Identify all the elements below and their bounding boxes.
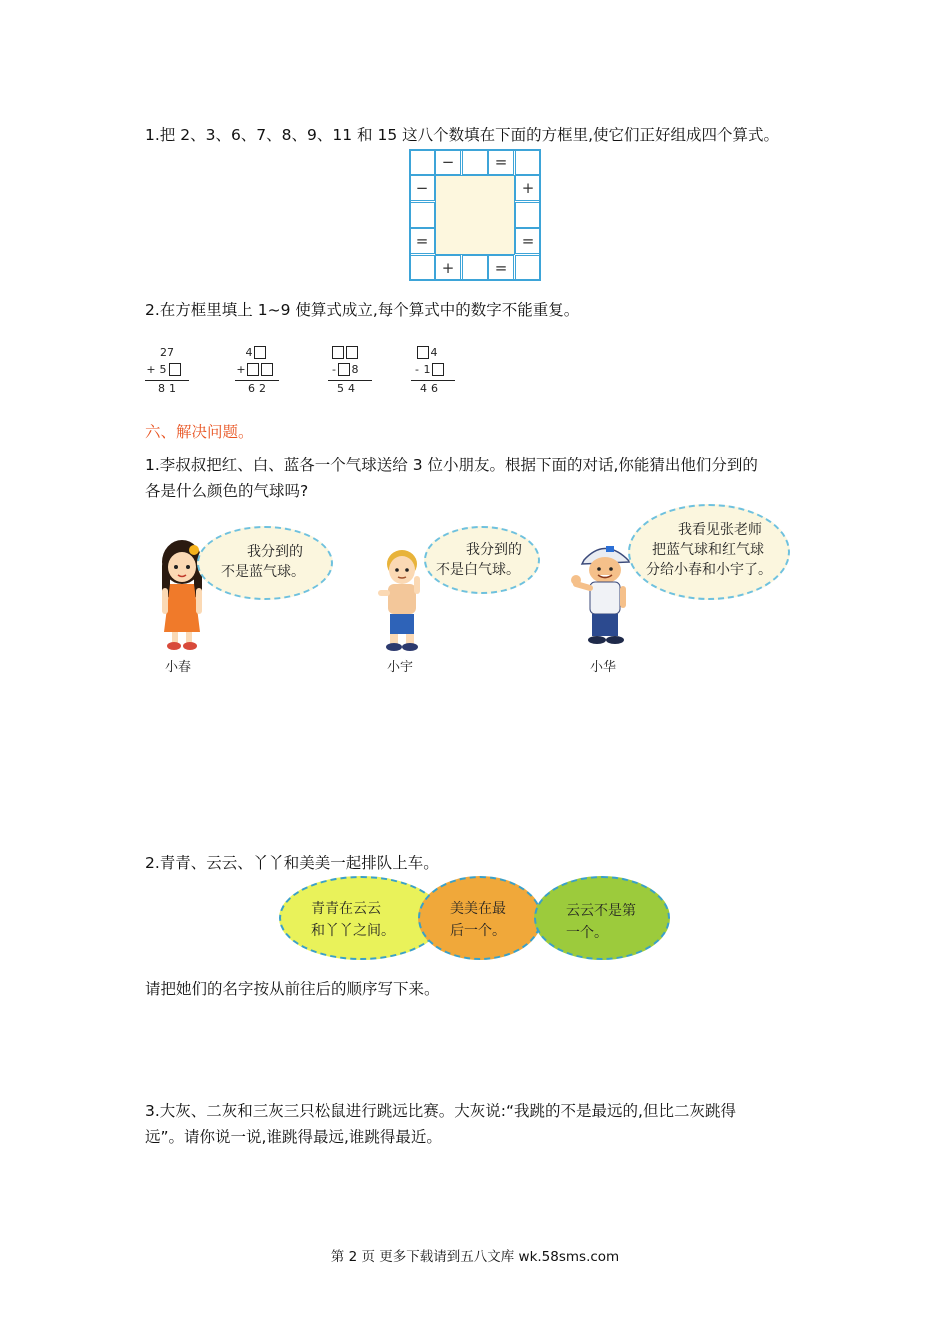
speech-bubble-xiaoyu [424,526,540,594]
result-number: 46 [420,382,442,395]
problem-1-line-1: 1.李叔叔把红、白、蓝各一个气球送给 3 位小朋友。根据下面的对话,你能猜出他们分到的 [145,456,758,474]
clue-line: 一个。 [566,925,608,941]
bubble-line: 我分到的 [247,544,303,560]
result-number: 81 [158,382,180,395]
problem-3-line-2: 远”。请你说一说,谁跳得最远,谁跳得最近。 [145,1128,442,1146]
digit: 4 [430,346,438,359]
answer-box[interactable] [346,346,358,359]
answer-box[interactable] [254,346,266,359]
answer-box[interactable] [261,363,273,376]
grid-cell[interactable] [462,255,488,281]
grid-symbol: = [515,228,541,254]
operator: + [236,363,246,376]
vertical-addition-1 [145,346,205,402]
question-1-text: 1.把 2、3、6、7、8、9、11 和 15 这八个数填在下面的方框里,使它们正好组成四个算式。 [145,126,780,144]
digit: 4 [245,346,253,359]
operator: - [415,363,419,376]
problem-1-line-2: 各是什么颜色的气球吗? [145,482,309,500]
page-footer: 第 2 页 更多下载请到五八文库 wk.58sms.com [330,1249,620,1265]
question-2-text: 2.在方框里填上 1~9 使算式成立,每个算式中的数字不能重复。 [145,301,580,319]
grid-symbol: = [488,255,514,281]
kid-name-xiaohua: 小华 [590,660,617,675]
kid-name-xiaochun: 小春 [165,660,192,675]
grid-cell[interactable] [409,255,435,281]
clue-line: 后一个。 [450,923,506,939]
vertical-subtraction-2 [411,346,471,402]
clue-line: 青青在云云 [311,901,381,917]
grid-symbol: − [409,175,435,201]
boy-xiaoyu-illustration [372,546,432,652]
clue-line: 云云不是第 [566,903,636,919]
grid-cell[interactable] [515,255,541,281]
speech-bubble-xiaochun [197,526,333,600]
digit: 1 [423,363,431,376]
vertical-addition-2 [235,346,295,402]
digit: 5 [159,363,167,376]
answer-box[interactable] [247,363,259,376]
vertical-subtraction-1 [328,346,388,402]
answer-box[interactable] [432,363,444,376]
number-grid-puzzle [409,149,541,281]
kid-name-xiaoyu: 小宇 [387,660,414,675]
difference-line [411,380,455,381]
clue-ellipse-3 [534,876,670,960]
clue-line: 和丫丫之间。 [311,923,395,939]
difference-line [328,380,372,381]
sum-line [145,380,189,381]
sum-line [235,380,279,381]
clue-line: 美美在最 [450,901,506,917]
grid-cell[interactable] [515,202,541,228]
top-number: 27 [160,346,174,359]
problem-2-text: 2.青青、云云、丫丫和美美一起排队上车。 [145,854,439,872]
result-number: 54 [337,382,359,395]
grid-symbol: + [435,255,461,281]
problem-2-instruction: 请把她们的名字按从前往后的顺序写下来。 [145,980,440,998]
bubble-line: 把蓝气球和红气球 [652,542,764,558]
digit: 8 [351,363,359,376]
grid-cell[interactable] [462,149,488,175]
grid-symbol: = [488,149,514,175]
operator: + [146,363,156,376]
grid-symbol: = [409,228,435,254]
operator: - [332,363,336,376]
result-number: 62 [248,382,270,395]
bubble-line: 不是白气球。 [436,562,520,578]
bubble-line: 分给小春和小宇了。 [646,562,772,578]
answer-box[interactable] [332,346,344,359]
bubble-line: 不是蓝气球。 [221,564,305,580]
grid-cell[interactable] [409,202,435,228]
speech-bubble-xiaohua [628,504,790,600]
grid-symbol: + [515,175,541,201]
grid-center-blank [435,175,515,255]
bubble-line: 我看见张老师 [678,522,762,538]
answer-box[interactable] [169,363,181,376]
problem-3-line-1: 3.大灰、二灰和三灰三只松鼠进行跳远比赛。大灰说:“我跳的不是最远的,但比二灰跳得 [145,1102,736,1120]
bubble-line: 我分到的 [466,542,522,558]
grid-cell[interactable] [515,149,541,175]
clue-ellipse-2 [418,876,542,960]
grid-symbol: − [435,149,461,175]
section-title: 六、解决问题。 [145,423,254,441]
grid-cell[interactable] [409,149,435,175]
